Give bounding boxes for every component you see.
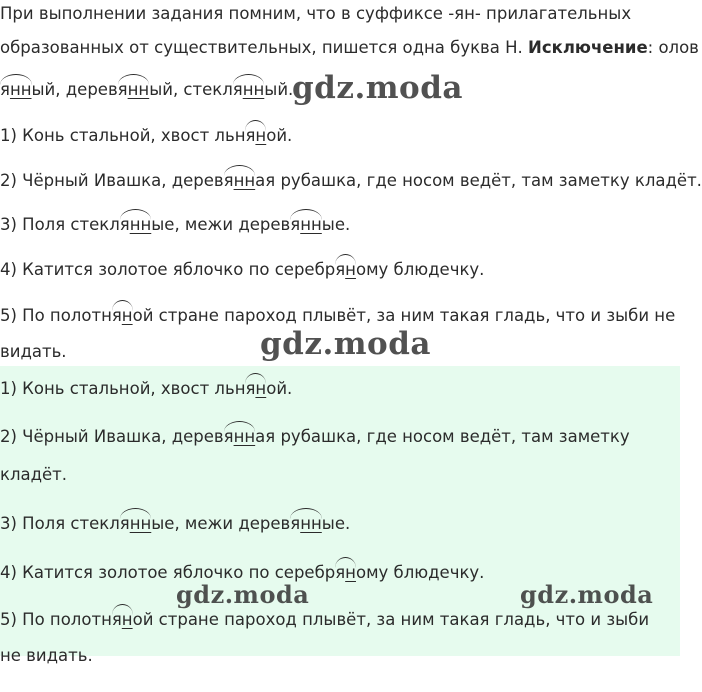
suffix-mark: ян [112,610,133,629]
intro-text-2: образованных от существительных, пишется одна буква Н. [0,38,523,57]
watermark-logo: gdz.moda [176,580,310,609]
watermark-logo: gdz.moda [260,326,431,362]
suffix-mark: янн [224,427,256,446]
intro-text-1: При выполнении задания помним, что в суффиксе -ян- прилагательных [0,4,632,23]
intro-line-3: янный, дерев янный, стекл янный. [0,80,293,99]
top-item-4: 4) Катится золотое яблочко по серебр яному блюдечку. [0,260,484,279]
suffix-mark: ян [335,563,356,582]
intro-text-3: : олов [647,38,699,57]
exception-label: Исключение [528,38,648,57]
suffix-mark: янн [290,215,322,234]
intro-line-2 [0,38,699,57]
suffix-mark: янн [118,80,150,99]
suffix-mark: янн [120,215,152,234]
answer-item-4: 4) Катится золотое яблочко по серебр яному блюдечку. [0,563,484,582]
suffix-mark: янн [224,171,256,190]
answer-item-1: 1) Конь стальной, хвост льн яной. [0,379,292,398]
intro-line-1 [0,4,631,23]
suffix-mark: ян [335,260,356,279]
answer-item-2: 2) Чёрный Ивашка, дерев янная рубашка, где носом ведёт, там заметку [0,427,630,446]
suffix-mark: ян [245,379,266,398]
top-item-2: 2) Чёрный Ивашка, дерев янная рубашка, где носом ведёт, там заметку кладёт. [0,171,702,190]
answer-item-3: 3) Поля стекл янные, межи дерев янные. [0,514,350,533]
answer-item-5-cont: не видать. [0,646,93,665]
suffix-mark: ян [112,306,133,325]
watermark-logo: gdz.moda [292,70,463,106]
suffix-mark: янн [233,80,265,99]
suffix-mark: янн [0,80,32,99]
suffix-mark: ян [245,126,266,145]
watermark-logo: gdz.moda [520,580,654,609]
top-item-1: 1) Конь стальной, хвост льн яной. [0,126,292,145]
answer-item-2-cont: кладёт. [0,465,68,484]
top-item-5: 5) По полотн яной стране пароход плывёт, за ним такая гладь, что и зыби не [0,306,675,325]
answer-item-5: 5) По полотн яной стране пароход плывёт, за ним такая гладь, что и зыби [0,610,649,629]
top-item-5-cont: видать. [0,342,67,361]
top-item-3: 3) Поля стекл янные, межи дерев янные. [0,215,350,234]
suffix-mark: янн [290,514,322,533]
suffix-mark: янн [120,514,152,533]
